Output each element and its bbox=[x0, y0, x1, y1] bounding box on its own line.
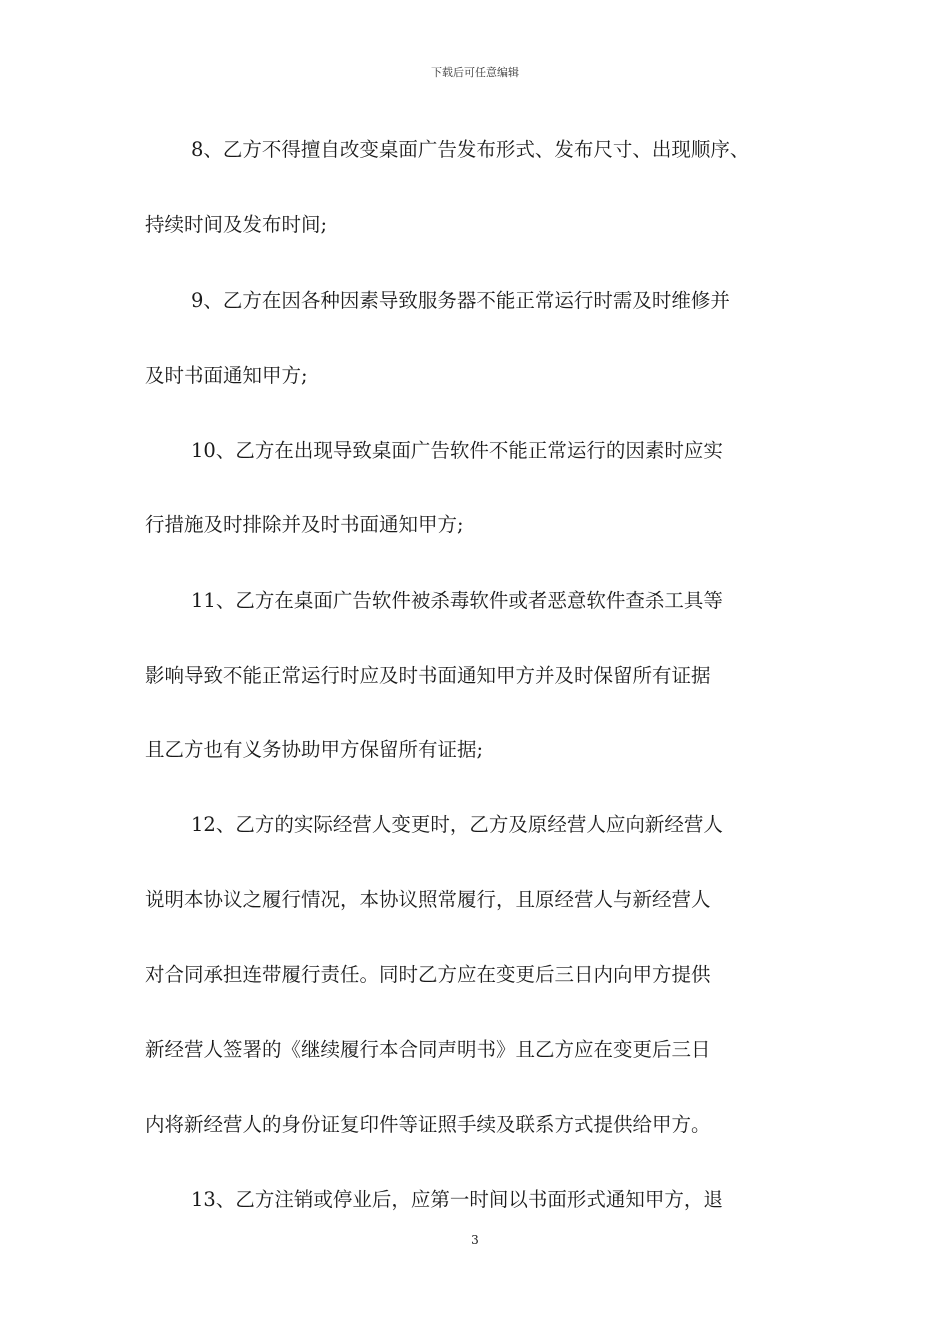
clause-12-line-3: 对合同承担连带履行责任。同时乙方应在变更后三日内向甲方提供 bbox=[145, 963, 711, 986]
clause-9-line-2: 及时书面通知甲方; bbox=[145, 364, 308, 387]
clause-12-line-2: 说明本协议之履行情况，本协议照常履行，且原经营人与新经营人 bbox=[145, 888, 711, 911]
clause-11-line-2: 影响导致不能正常运行时应及时书面通知甲方并及时保留所有证据 bbox=[145, 664, 711, 687]
clause-8-line-2: 持续时间及发布时间; bbox=[145, 213, 328, 236]
clause-13-line-1: 13、乙方注销或停业后，应第一时间以书面形式通知甲方，退 bbox=[191, 1188, 723, 1211]
clause-12-line-1: 12、乙方的实际经营人变更时，乙方及原经营人应向新经营人 bbox=[191, 813, 723, 836]
clause-8-line-1: 8、乙方不得擅自改变桌面广告发布形式、发布尺寸、出现顺序、 bbox=[191, 138, 750, 161]
clause-12-line-4: 新经营人签署的《继续履行本合同声明书》且乙方应在变更后三日 bbox=[145, 1038, 711, 1061]
page-number: 3 bbox=[471, 1233, 479, 1247]
page-header: 下载后可任意编辑 bbox=[431, 66, 519, 79]
clause-10-line-2: 行措施及时排除并及时书面通知甲方; bbox=[145, 513, 464, 536]
clause-9-line-1: 9、乙方在因各种因素导致服务器不能正常运行时需及时维修并 bbox=[191, 289, 730, 312]
clause-11-line-1: 11、乙方在桌面广告软件被杀毒软件或者恶意软件查杀工具等 bbox=[191, 589, 723, 612]
clause-10-line-1: 10、乙方在出现导致桌面广告软件不能正常运行的因素时应实 bbox=[191, 439, 723, 462]
clause-11-line-3: 且乙方也有义务协助甲方保留所有证据; bbox=[145, 738, 484, 761]
clause-12-line-5: 内将新经营人的身份证复印件等证照手续及联系方式提供给甲方。 bbox=[145, 1113, 711, 1136]
